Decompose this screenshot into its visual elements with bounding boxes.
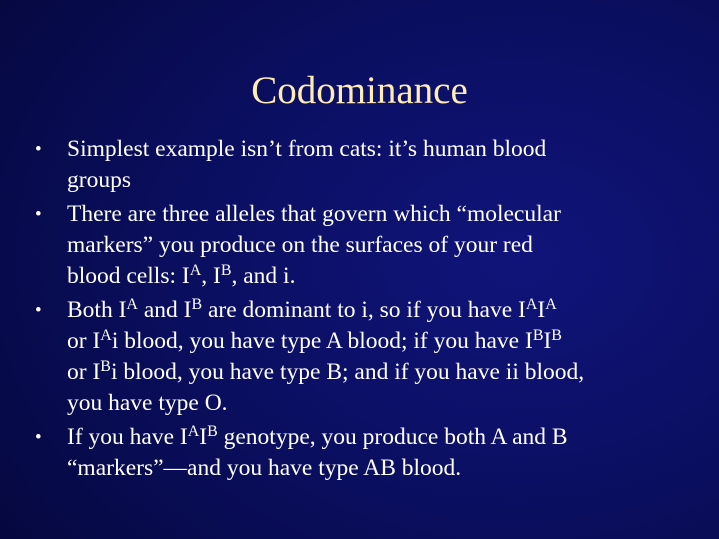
bullet-line [67,326,695,357]
text-run: , and i. [231,263,296,289]
bullet-icon: • [35,427,42,448]
bullet-line [67,261,695,292]
allele-superscript: A [545,296,557,314]
text-run: genotype, you produce both A and B [217,424,568,450]
text-run: blood cells: I [67,263,190,289]
text-run: I [543,328,552,354]
bullet-line [67,199,695,230]
bullet-icon: • [35,204,42,225]
allele-superscript: A [187,423,200,441]
allele-superscript: B [532,327,544,345]
text-run: I [199,424,208,450]
allele-superscript: A [100,327,112,345]
text-run: I [537,297,546,323]
text-run: There are three alleles that govern which “molecular [67,201,561,227]
allele-superscript: A [525,296,538,314]
text-run: or I [67,359,101,385]
allele-superscript: B [220,262,232,280]
text-run: i blood, you have type B; and if you have ii blood, [110,359,585,385]
text-run: Both I [67,297,127,323]
bullet-icon: • [35,139,42,160]
allele-superscript: B [100,358,111,376]
allele-superscript: B [551,327,562,345]
slide-title: Codominance [251,69,468,112]
bullet-line [67,388,695,419]
allele-superscript: A [126,296,138,314]
text-run: groups [67,167,131,193]
bullet-item [0,199,719,292]
text-run: Simplest example isn’t from cats: it’s human blood [67,136,547,162]
text-run: are dominant to i, so if you have I [202,297,526,323]
bullet-line [67,453,695,484]
bullet-item [0,422,719,484]
allele-superscript: B [191,296,203,314]
text-run: or I [67,328,101,354]
bullet-line [67,134,695,165]
allele-superscript: B [207,423,218,441]
bullet-line [67,165,695,196]
bullet-line [67,357,695,388]
text-run: , I [201,263,221,289]
text-run: you have type O. [67,390,228,416]
bullet-line [67,230,695,261]
bullet-item [0,295,719,419]
bullet-list [0,134,719,487]
text-run: “markers”—and you have type AB blood. [67,455,462,481]
bullet-icon: • [35,300,42,321]
allele-superscript: A [189,262,202,280]
bullet-item [0,134,719,196]
text-run: and I [137,297,192,323]
bullet-line [67,295,695,326]
text-run: markers” you produce on the surfaces of your red [67,232,533,258]
text-run: i blood, you have type A blood; if you have I [111,328,533,354]
bullet-line [67,422,695,453]
text-run: If you have I [67,424,188,450]
